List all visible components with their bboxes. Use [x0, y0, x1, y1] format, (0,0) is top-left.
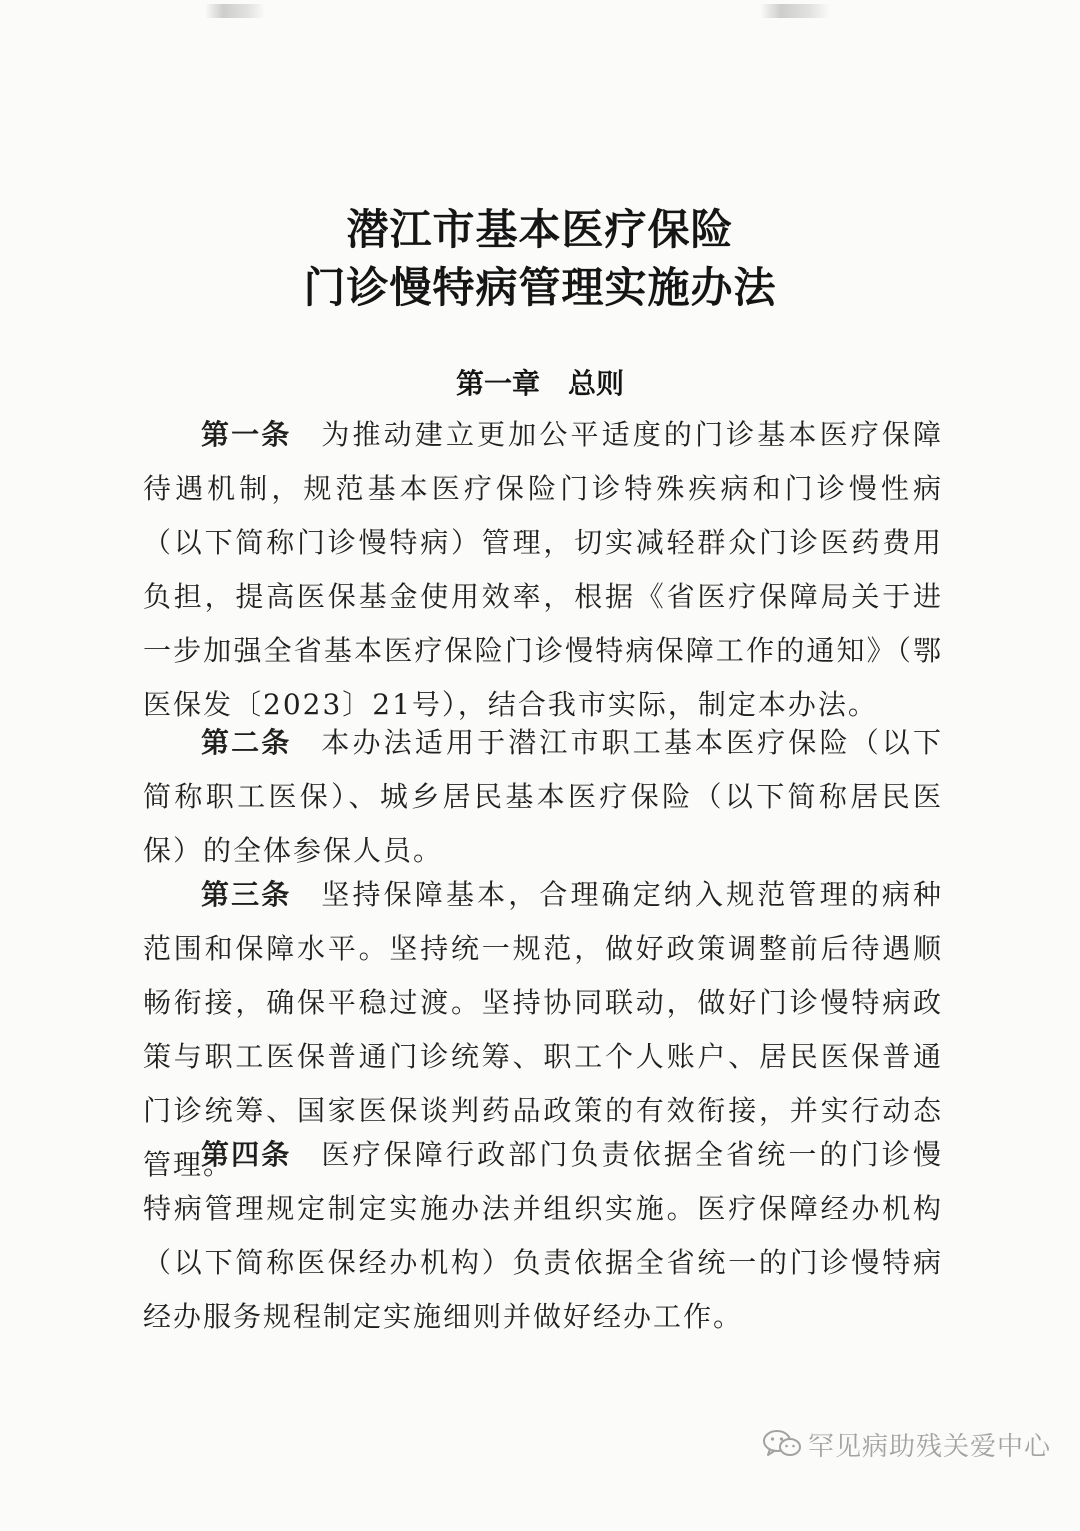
- scan-artifact-left: [205, 4, 265, 18]
- article-paragraph: [143, 408, 943, 732]
- chapter-number: 第一章: [455, 367, 540, 400]
- article-label: 第二条: [201, 726, 292, 759]
- article-paragraph: [143, 716, 943, 878]
- document-title-line1: 潜江市基本医疗保险: [346, 205, 734, 254]
- watermark: [762, 1426, 1051, 1462]
- article-text: 坚持保障基本，合理确定纳入规范管理的病种范围和保障水平。坚持统一规范，做好政策调整前后待遇顺畅衔接，确保平稳过渡。坚持协同联动，做好门诊慢特病政策与职工医保普通门诊统筹、职工个人账户、居民医保普通门诊统筹、国家医保谈判药品政策的有效衔接，并实行动态管理。: [143, 878, 943, 1181]
- chapter-heading: [0, 362, 1080, 402]
- article-text: 为推动建立更加公平适度的门诊基本医疗保障待遇机制，规范基本医疗保险门诊特殊疾病和门诊慢性病（以下简称门诊慢特病）管理，切实减轻群众门诊医药费用负担，提高医保基金使用效率，根据《省医疗保障局关于进一步加强全省基本医疗保险门诊慢特病保障工作的通知》（鄂医保发〔2023〕21号），结合我市实际，制定本办法。: [143, 418, 943, 721]
- article-label: 第一条: [201, 418, 292, 451]
- scan-artifact-right: [760, 4, 830, 18]
- article-text: 本办法适用于潜江市职工基本医疗保险（以下简称职工医保）、城乡居民基本医疗保险（以下简称居民医保）的全体参保人员。: [143, 726, 943, 867]
- article-label: 第三条: [201, 878, 292, 911]
- article-paragraph: [143, 1128, 943, 1344]
- article-text: 医疗保障行政部门负责依据全省统一的门诊慢特病管理规定制定实施办法并组织实施。医疗保障经办机构（以下简称医保经办机构）负责依据全省统一的门诊慢特病经办服务规程制定实施细则并做好经办工作。: [143, 1138, 943, 1333]
- article-label: 第四条: [201, 1138, 292, 1171]
- chapter-name: 总则: [568, 367, 625, 400]
- watermark-text: 罕见病助残关爱中心: [808, 1431, 1052, 1462]
- wechat-icon: [762, 1429, 802, 1459]
- document-title-line2: 门诊慢特病管理实施办法: [303, 263, 777, 312]
